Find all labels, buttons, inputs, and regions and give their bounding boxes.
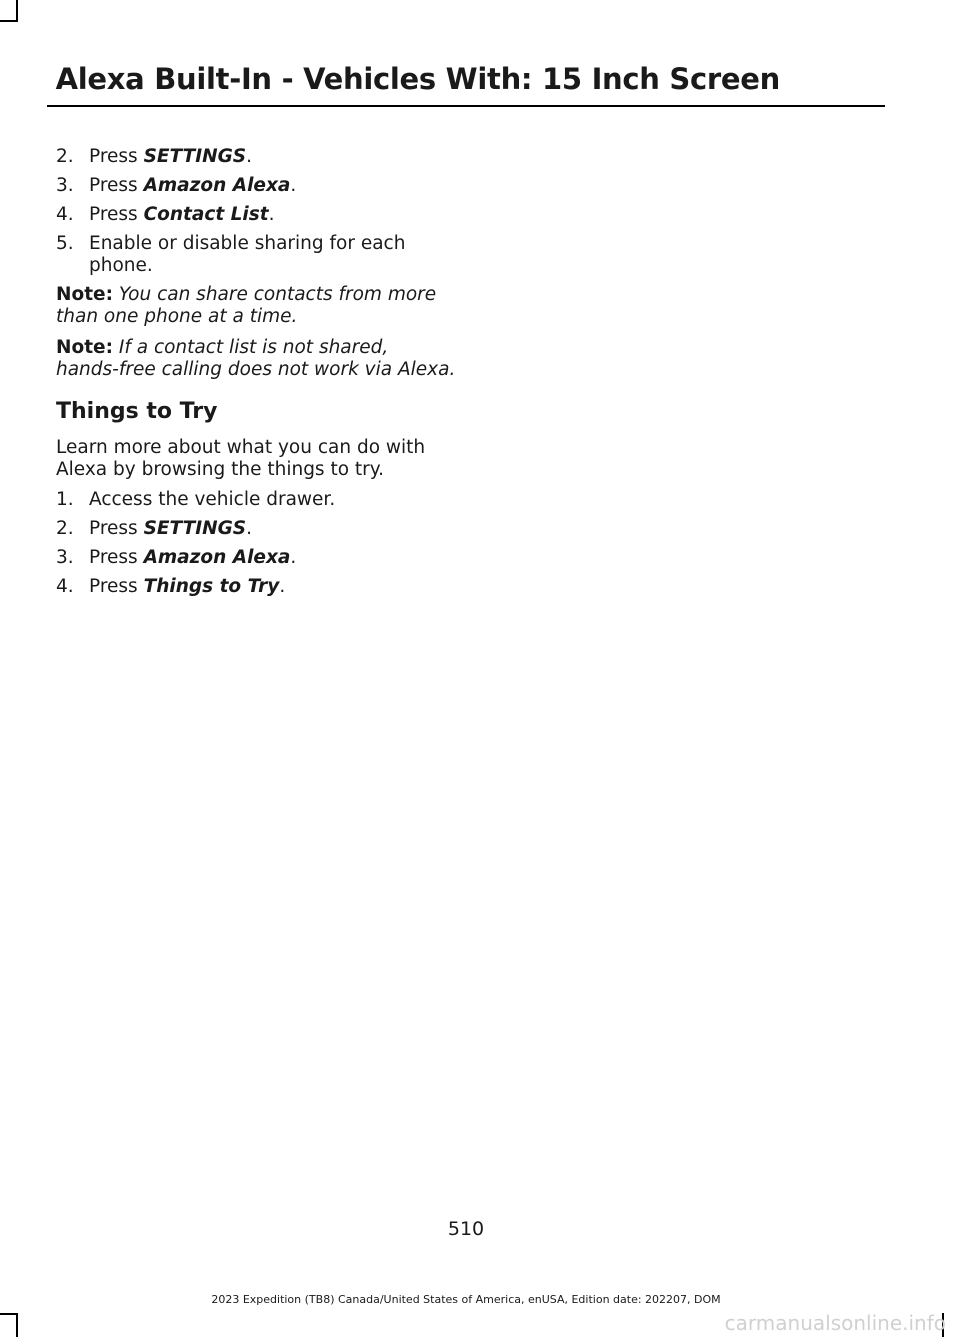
note: Note: You can share contacts from more than one phone at a time. [56,284,437,327]
steps-list-b [56,489,456,598]
page-number: 510 [447,1218,485,1240]
crop-mark-top-left [16,0,18,22]
list-item: 3. Press Amazon Alexa. [56,175,297,196]
list-item: 1. Access the vehicle drawer. [56,489,336,510]
main-content [56,146,456,605]
watermark: carmanualsonline.info [724,1311,946,1335]
footer-edition-info: 2023 Expedition (TB8) Canada/United States of America, enUSA, Edition date: 202207, DOM [211,1293,721,1306]
list-item: 4. Press Contact List. [56,204,275,225]
section-heading: Things to Try [56,399,218,424]
list-item: 2. Press SETTINGS. [56,518,252,539]
list-item: 5. Enable or disable sharing for each phone. [56,233,406,276]
note: Note: If a contact list is not shared, hands-free calling does not work via Alexa. [56,337,456,380]
list-item: 4. Press Things to Try. [56,576,286,597]
crop-mark-bottom-left-h [0,1313,18,1315]
header-rule [47,105,885,107]
list-item: 3. Press Amazon Alexa. [56,547,297,568]
steps-list-a [56,146,456,277]
section-intro: Learn more about what you can do with Alexa by browsing the things to try. [56,437,426,480]
crop-mark-top-left-h [0,20,18,22]
list-item: 2. Press SETTINGS. [56,146,252,167]
page-title: Alexa Built-In - Vehicles With: 15 Inch Screen [55,62,780,96]
crop-mark-bottom-left [16,1313,18,1337]
